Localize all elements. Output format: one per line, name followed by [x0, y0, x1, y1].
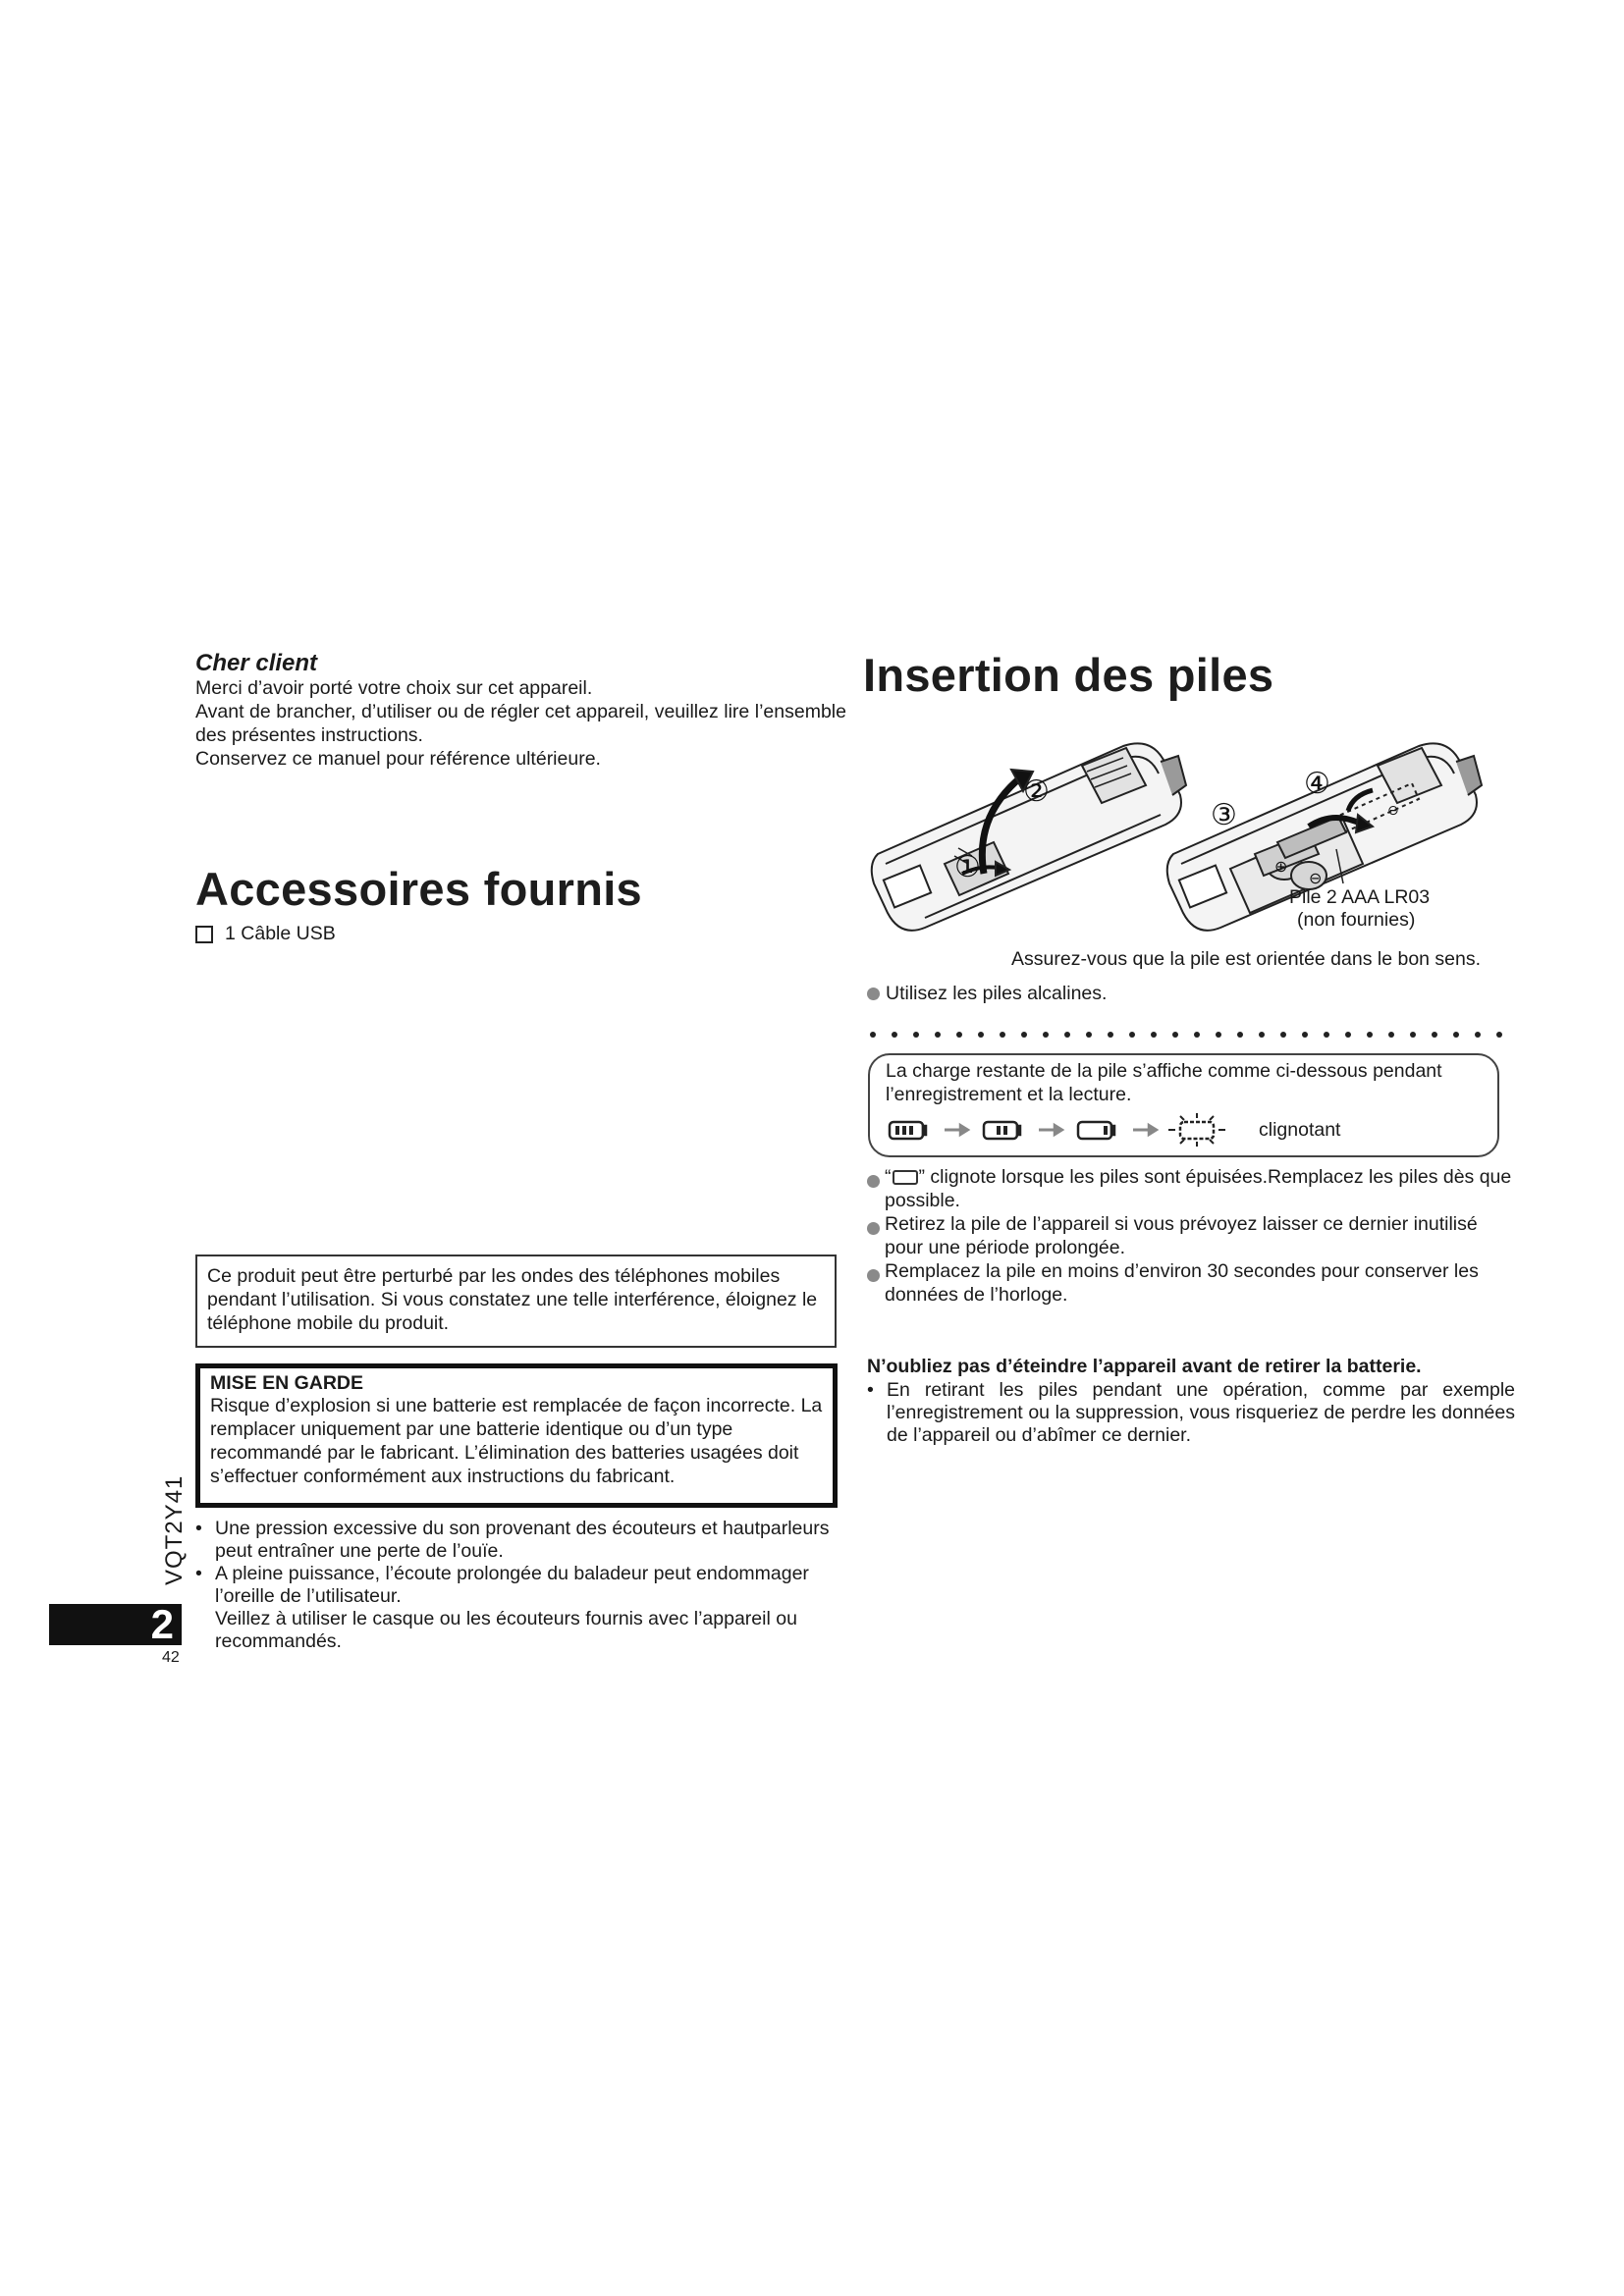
device-open-cover-illustration [866, 717, 1192, 937]
greeting-title: Cher client [195, 650, 318, 676]
greeting-line-1: Merci d’avoir porté votre choix sur cet appareil. [195, 677, 593, 699]
bullet-icon [867, 988, 880, 1000]
notice-text: Ce produit peut être perturbé par les ondes des téléphones mobiles pendant l’utilisation. Si vous constatez une telle interférence, éloignez le téléphone mobile du produit. [207, 1265, 818, 1334]
bullet-icon [867, 1222, 880, 1235]
dotted-separator [869, 1029, 1503, 1041]
alkaline-note [867, 983, 1107, 1005]
greeting-line-2: Avant de brancher, d’utiliser ou de régler cet appareil, veuillez lire l’ensemble des présentes instructions. [195, 701, 846, 746]
list-item [867, 1165, 1515, 1212]
document-code: VQT2Y41 [161, 1474, 188, 1585]
list-item [867, 1259, 1515, 1307]
note-1-text: ” clignote lorsque les piles sont épuisées.Remplacez les piles dès que possible. [885, 1166, 1512, 1211]
caution-text: Risque d’explosion si une batterie est remplacée de façon incorrecte. La remplacer uniquement par une batterie identique ou d’un type recommandé par le fabricant. L’élimination des batteries usagées doit s’effectuer conformément aux instructions du fabricant. [210, 1395, 823, 1487]
hearing-bullet-1: Une pression excessive du son provenant des écouteurs et hautparleurs peut entraîner une perte de l’ouïe. [215, 1518, 830, 1562]
insertion-title: Insertion des piles [863, 649, 1274, 701]
accessory-item-label: 1 Câble USB [225, 923, 336, 944]
compartment-minus-sign: ⊖ [1387, 803, 1399, 819]
greeting-body [195, 676, 846, 771]
hearing-warnings [195, 1518, 843, 1653]
note-1-open-quote: “ [885, 1166, 892, 1188]
bullet-icon: • [195, 1563, 202, 1584]
orientation-note: Assurez-vous que la pile est orientée dans le bon sens. [1011, 948, 1482, 970]
alkaline-text: Utilisez les piles alcalines. [886, 983, 1108, 1004]
list-item [867, 1379, 1515, 1447]
bullet-icon [867, 1269, 880, 1282]
page-number: 42 [162, 1649, 180, 1666]
list-item [867, 1212, 1515, 1259]
note-3-text: Remplacez la pile en moins d’environ 30 secondes pour conserver les données de l’horloge. [885, 1260, 1479, 1306]
battery-notes [867, 1165, 1515, 1307]
bullet-icon: • [195, 1518, 202, 1539]
caution-title: MISE EN GARDE [210, 1372, 364, 1394]
section-tab [49, 1601, 182, 1647]
battery-level-icons [886, 1112, 1249, 1148]
note-2-text: Retirez la pile de l’appareil si vous prévoyez laisser ce dernier inutilisé pour une période prolongée. [885, 1213, 1478, 1258]
charge-text: La charge restante de la pile s’affiche comme ci-dessous pendant l’enregistrement et la lecture. [886, 1060, 1442, 1105]
step-3-label: ③ [1211, 798, 1237, 832]
battery-plus-sign: ⊕ [1274, 857, 1288, 876]
accessory-item [195, 923, 336, 945]
hearing-note: Veillez à utiliser le casque ou les écouteurs fournis avec l’appareil ou recommandés. [215, 1608, 797, 1652]
mobile-interference-notice [195, 1255, 837, 1348]
battery-type-label [1289, 886, 1430, 932]
warning-body [867, 1379, 1515, 1447]
battery-minus-sign: ⊖ [1309, 869, 1323, 887]
checkbox-icon [195, 926, 213, 943]
greeting-line-3: Conservez ce manuel pour référence ultérieure. [195, 748, 601, 770]
warning-bullet: En retirant les piles pendant une opération, comme par exemple l’enregistrement ou la suppression, vous risqueriez de perdre les données de l’appareil ou d’abîmer ce dernier. [887, 1379, 1515, 1446]
charge-indicator-sequence [886, 1112, 1340, 1148]
blinking-label: clignotant [1259, 1118, 1341, 1141]
hearing-bullet-2: A pleine puissance, l’écoute prolongée du baladeur peut endommager l’oreille de l’utilisateur. [215, 1563, 809, 1607]
caution-box [195, 1363, 838, 1508]
bullet-icon: • [867, 1379, 874, 1401]
battery-supply-note: (non fournies) [1297, 909, 1416, 931]
empty-battery-icon [893, 1170, 918, 1185]
list-item [195, 1563, 843, 1608]
accessories-title: Accessoires fournis [195, 863, 642, 915]
step-4-label: ④ [1304, 767, 1330, 801]
section-tab-number: 2 [150, 1601, 174, 1647]
step-2-label: ② [1023, 774, 1050, 809]
battery-type: Pile 2 AAA LR03 [1289, 886, 1431, 908]
step-1-label: ① [954, 850, 981, 884]
list-item [195, 1518, 843, 1563]
bullet-icon [867, 1175, 880, 1188]
warning-title: N’oubliez pas d’éteindre l’appareil avant de retirer la batterie. [867, 1356, 1422, 1377]
battery-charge-box [868, 1053, 1499, 1157]
